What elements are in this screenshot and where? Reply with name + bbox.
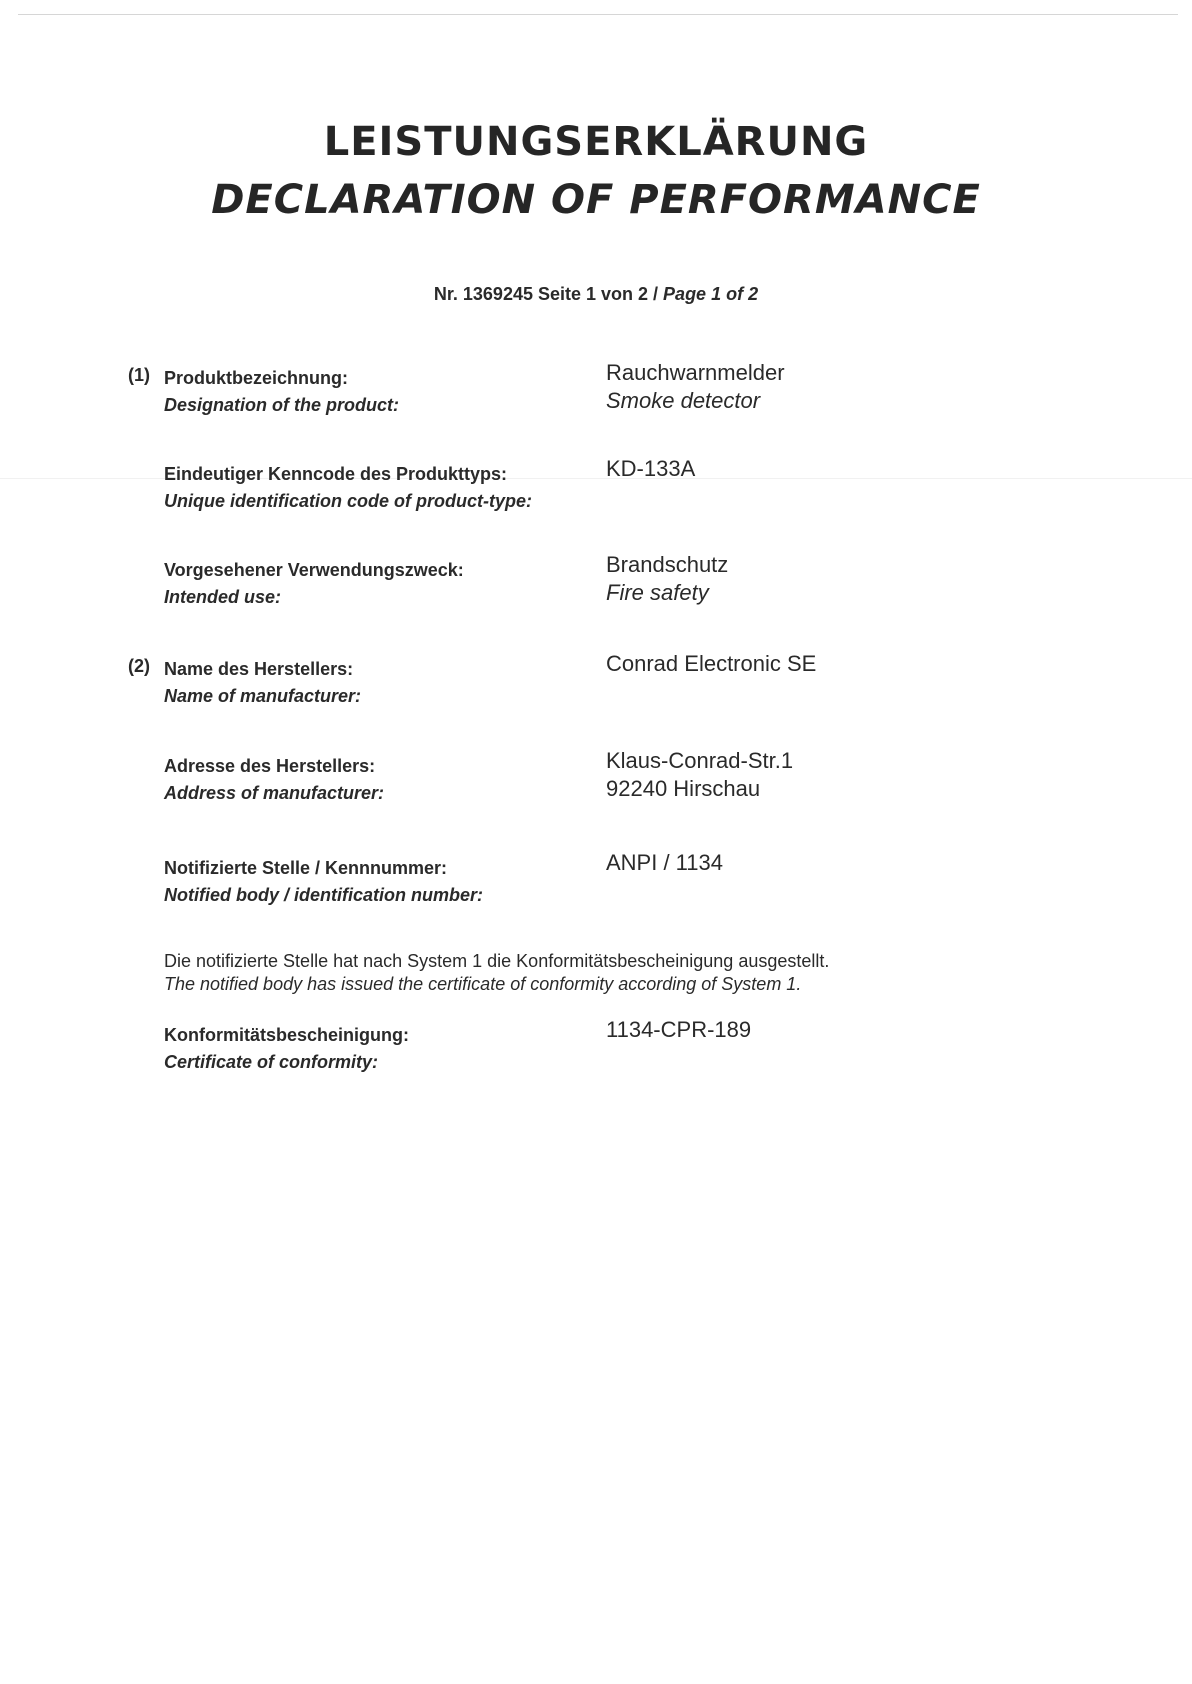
value-manufacturer: Conrad Electronic SE [606,651,817,676]
field-label [164,753,594,807]
value-street: Klaus-Conrad-Str.1 [606,748,794,773]
label-german: Notifizierte Stelle / Kennnummer: [164,858,448,878]
label-english: Name of manufacturer: [164,686,362,706]
label-english: Intended use: [164,587,282,607]
value-city: 92240 Hirschau [606,776,761,801]
system-note [164,950,1064,996]
value-code: KD-133A [606,456,696,481]
document-title [0,118,1192,224]
value-german: Rauchwarnmelder [606,360,785,385]
field-value [606,359,1106,415]
scan-edge-line [18,14,1178,15]
field-label [164,855,594,909]
document-number-text: Nr. 1369245 Seite 1 von 2 / [433,284,659,304]
field-value [606,849,1106,877]
value-german: Brandschutz [606,552,729,577]
label-english: Address of manufacturer: [164,783,385,803]
label-german: Adresse des Herstellers: [164,756,376,776]
label-german: Name des Herstellers: [164,659,354,679]
field-value [606,1016,1106,1044]
title-english: DECLARATION OF PERFORMANCE [211,177,981,223]
section-number: (1) [128,365,150,385]
label-english: Designation of the product: [164,395,399,415]
field-label [164,1022,594,1076]
label-english: Notified body / identification number: [164,885,483,905]
field-value [606,551,1106,607]
field-value [606,747,1106,803]
section-number: (2) [128,656,150,676]
label-german: Eindeutiger Kenncode des Produkttyps: [164,464,508,484]
field-value [606,650,1106,678]
field-label [164,461,594,515]
label-english: Certificate of conformity: [164,1052,379,1072]
field-label [164,365,594,419]
document-number [0,284,1192,305]
label-german: Produktbezeichnung: [164,368,348,388]
note-english: The notified body has issued the certificate of conformity according of System 1. [164,974,802,994]
field-label [164,557,594,611]
value-notified-body: ANPI / 1134 [606,850,723,875]
label-english: Unique identification code of product-type: [164,491,532,511]
note-german: Die notifizierte Stelle hat nach System 1 die Konformitätsbescheinigung ausgestellt. [164,951,830,971]
value-certificate: 1134-CPR-189 [606,1017,752,1042]
value-english: Fire safety [606,580,709,605]
value-english: Smoke detector [606,388,761,413]
field-value [606,455,1106,483]
label-german: Vorgesehener Verwendungszweck: [164,560,464,580]
page-indicator-english: Page 1 of 2 [663,284,759,304]
title-german: LEISTUNGSERKLÄRUNG [323,119,869,165]
field-label [164,656,594,710]
label-german: Konformitätsbescheinigung: [164,1025,410,1045]
